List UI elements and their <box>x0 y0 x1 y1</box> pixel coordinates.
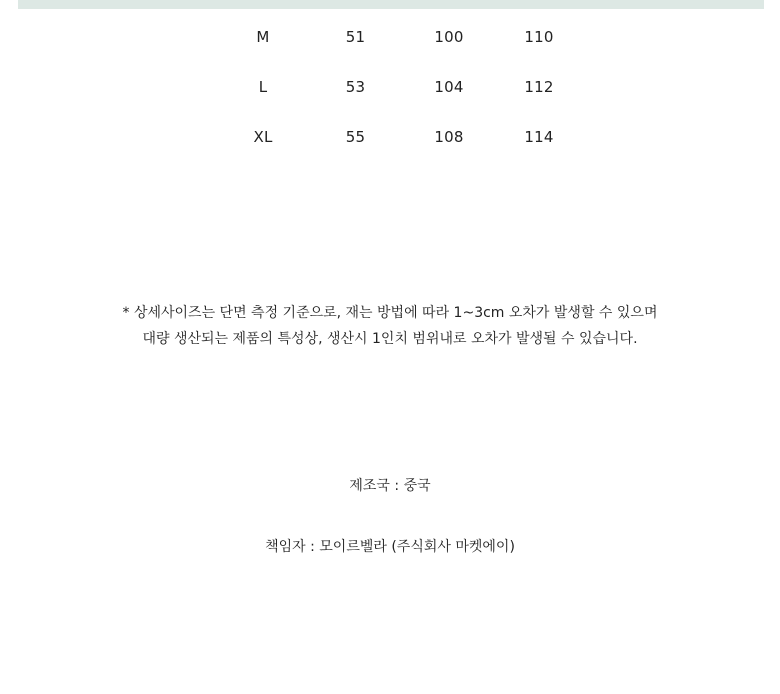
size-table <box>218 27 598 177</box>
size-label: XL <box>253 128 273 146</box>
size-value: 51 <box>345 28 366 46</box>
size-row-xl <box>218 127 598 177</box>
size-value: 53 <box>345 78 366 96</box>
size-value: 108 <box>434 128 464 146</box>
size-row-l <box>218 77 598 127</box>
size-value: 112 <box>524 78 554 96</box>
size-value: 114 <box>524 128 554 146</box>
responsible-party: 책임자 : 모이르벨라 (주식회사 마켓에이) <box>265 539 515 555</box>
size-value: 110 <box>524 28 554 46</box>
size-notice <box>0 300 780 352</box>
size-value: 104 <box>434 78 464 96</box>
country-of-origin: 제조국 : 중국 <box>349 478 431 494</box>
size-value: 55 <box>345 128 366 146</box>
top-band <box>18 0 764 9</box>
size-label: M <box>256 28 270 46</box>
size-value: 100 <box>434 28 464 46</box>
notice-line-1: * 상세사이즈는 단면 측정 기준으로, 재는 방법에 따라 1~3cm 오차가 발생할 수 있으며 <box>122 305 658 321</box>
notice-line-2: 대량 생산되는 제품의 특성상, 생산시 1인치 범위내로 오차가 발생될 수 있습니다. <box>142 331 638 347</box>
size-label: L <box>258 78 268 96</box>
size-row-m <box>218 27 598 77</box>
